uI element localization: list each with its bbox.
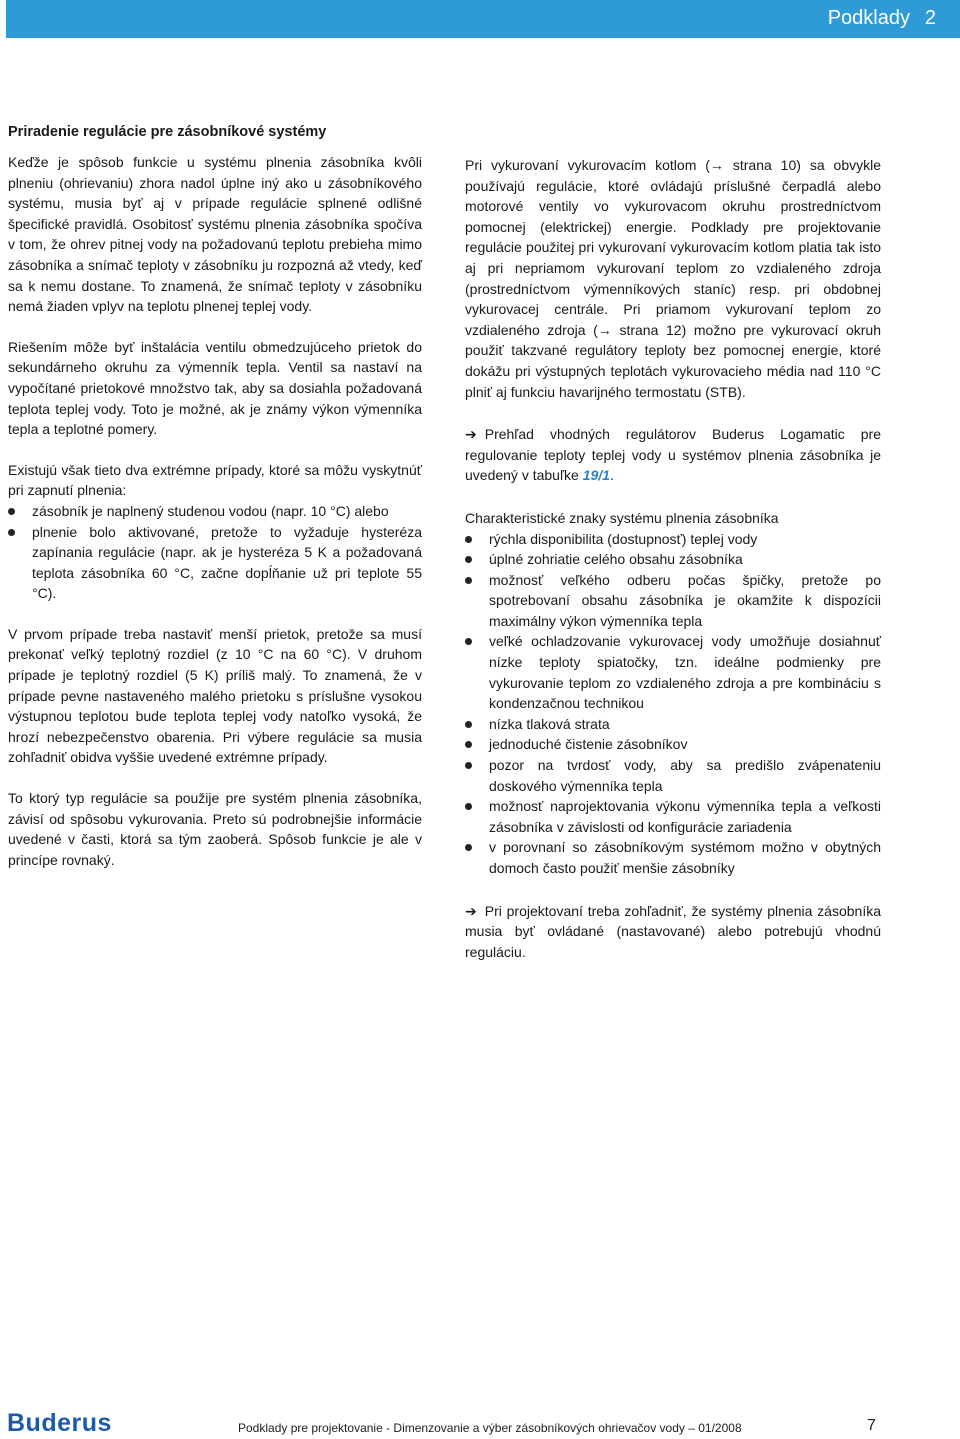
- page-number: 7: [867, 1417, 876, 1434]
- footer-document-title: Podklady pre projektovanie - Dimenzovanie a výber zásobníkových ohrievačov vody – 01/2008: [238, 1421, 742, 1435]
- section-title: Priradenie regulácie pre zásobníkové systémy: [8, 124, 327, 140]
- paragraph: Keďže je spôsob funkcie u systému plnenia zásobníka kvôli plneniu (ohrievaniu) zhora nadol úplne iný ako u zásobníkového systému, musia byť aj v prípade regulácie splnené odlišné špecifické pravidlá. Osobitosť systému plnenia zásobníka spočíva v tom, že ohrev pitnej vody na požadovanú teplotu prebieha mimo zásobníka a snímač teploty v zásobníku ju rozpozná až vtedy, keď sa k nemu dostane. To znamená, že snímač teploty v zásobníku nemá žiaden vplyv na teplotu plnenej teplej vody.: [8, 154, 422, 315]
- paragraph: Riešením môže byť inštalácia ventilu obmedzujúceho prietok do sekundárneho okruhu za výmenník tepla. Ventil sa nastaví na vypočítané prietokové množstvo tak, aby sa dosiahla požadovaná teplota teplej vody. Toto je možné, ak je známy výkon výmenníka tepla a teplotné pomery.: [8, 338, 422, 438]
- reference-text: Prehľad vhodných regulátorov Buderus Logamatic pre regulovanie teploty teplej vody u systémov plnenia zásobníka je uvedený v tabuľke: [465, 426, 881, 484]
- list-item: veľké ochladzovanie vykurovacej vody umožňuje dosiahnuť nízke teploty spiatočky, tzn. ideálne podmienky pre vykurovanie teplom zo vzdialeného zdroja a pre kombináciu s kondenzačnou technikou: [465, 631, 881, 713]
- list-item: v porovnaní so zásobníkovým systémom možno v obytných domoch často použiť menšie zásobníky: [465, 837, 881, 878]
- table-link[interactable]: 19/1: [582, 467, 610, 484]
- left-column: [8, 152, 422, 870]
- bullet-list: [465, 529, 881, 879]
- paragraph-reference: [465, 424, 881, 486]
- paragraph-note: [465, 901, 881, 963]
- paragraph: Existujú však tieto dva extrémne prípady, ktoré sa môžu vyskytnúť pri zapnutí plnenia:: [8, 461, 422, 499]
- list-item: nízka tlaková strata: [465, 714, 881, 735]
- header-title: Podklady: [827, 7, 910, 29]
- arrow-right-icon: ➔: [465, 902, 477, 919]
- paragraph: V prvom prípade treba nastaviť menší prietok, pretože sa musí prekonať veľký teplotný rozdiel (z 10 °C na 60 °C). V druhom prípade je teplotný rozdiel (5 K) príliš malý. To znamená, že v prípade pevne nastaveného malého prietoku s príslušne vysokou výstupnou teplotou bude teplota teplej vody natoľko vysoká, že hrozí nebezpečenstvo obarenia. Pri výbere regulácie sa musia zohľadniť obidva vyššie uvedené extrémne prípady.: [8, 625, 422, 766]
- list-item: plnenie bolo aktivované, pretože to vyžaduje hysteréza zapínania regulácie (napr. ak je hysteréza 5 K a požadovaná teplota zásobníka 60 °C, začne dopĺňanie už pri teplote 55 °C).: [8, 522, 422, 604]
- right-column: [465, 155, 881, 962]
- paragraph: To ktorý typ regulácie sa použije pre systém plnenia zásobníka, závisí od spôsobu vykurovania. Preto sú podrobnejšie informácie uvedené v časti, ktorá sa tým zaoberá. Spôsob funkcie je ale v princípe rovnaký.: [8, 790, 422, 868]
- list-item: pozor na tvrdosť vody, aby sa predišlo zvápenateniu doskového výmenníka tepla: [465, 755, 881, 796]
- paragraph: Pri vykurovaní vykurovacím kotlom (→ strana 10) sa obvykle používajú regulácie, ktoré ovládajú príslušné čerpadlá alebo motorové ventily vo vykurovacom okruhu prostredníctvom pomocnej (elektrickej) energie. Podklady pre projektovanie regulácie použitej pri vykurovaní vykurovacím kotlom platia tak isto aj pri nepriamom vykurovaní teplom zo vzdialeného zdroja (prostredníctvom výmenníkových staníc) resp. pri obdobnej vykurovacej centrále. Pri priamom vykurovaní teplom zo vzdialeného zdroja (→ strana 12) možno pre vykurovací okruh použiť takzvané regulátory teploty bez pomocnej energie, ktoré dokážu pri výstupných teplotách vykurovacieho média nad 110 °C plniť aj funkciu havarijného termostatu (STB).: [465, 157, 881, 400]
- reference-end: .: [609, 467, 614, 484]
- arrow-right-icon: ➔: [465, 426, 477, 443]
- buderus-logo: Buderus: [7, 1409, 112, 1437]
- header-bar: [6, 0, 960, 38]
- header-chapter-number: 2: [924, 7, 936, 29]
- bullet-list: [8, 501, 422, 604]
- list-item: zásobník je naplnený studenou vodou (napr. 10 °C) alebo: [8, 501, 422, 522]
- list-item: možnosť naprojektovania výkonu výmenníka tepla a veľkosti zásobníka v závislosti od konfigurácie zariadenia: [465, 796, 881, 837]
- list-item: možnosť veľkého odberu počas špičky, pretože po spotrebovaní obsahu zásobníka je okamžite k dispozícii maximálny výkon výmenníka tepla: [465, 570, 881, 632]
- list-item: úplné zohriatie celého obsahu zásobníka: [465, 549, 881, 570]
- list-item: rýchla disponibilita (dostupnosť) teplej vody: [465, 529, 881, 550]
- note-text: Pri projektovaní treba zohľadniť, že systémy plnenia zásobníka musia byť ovládané (nastavované) alebo potrebujú vhodnú reguláciu.: [465, 902, 881, 960]
- paragraph: Charakteristické znaky systému plnenia zásobníka: [465, 509, 779, 526]
- list-item: jednoduché čistenie zásobníkov: [465, 734, 881, 755]
